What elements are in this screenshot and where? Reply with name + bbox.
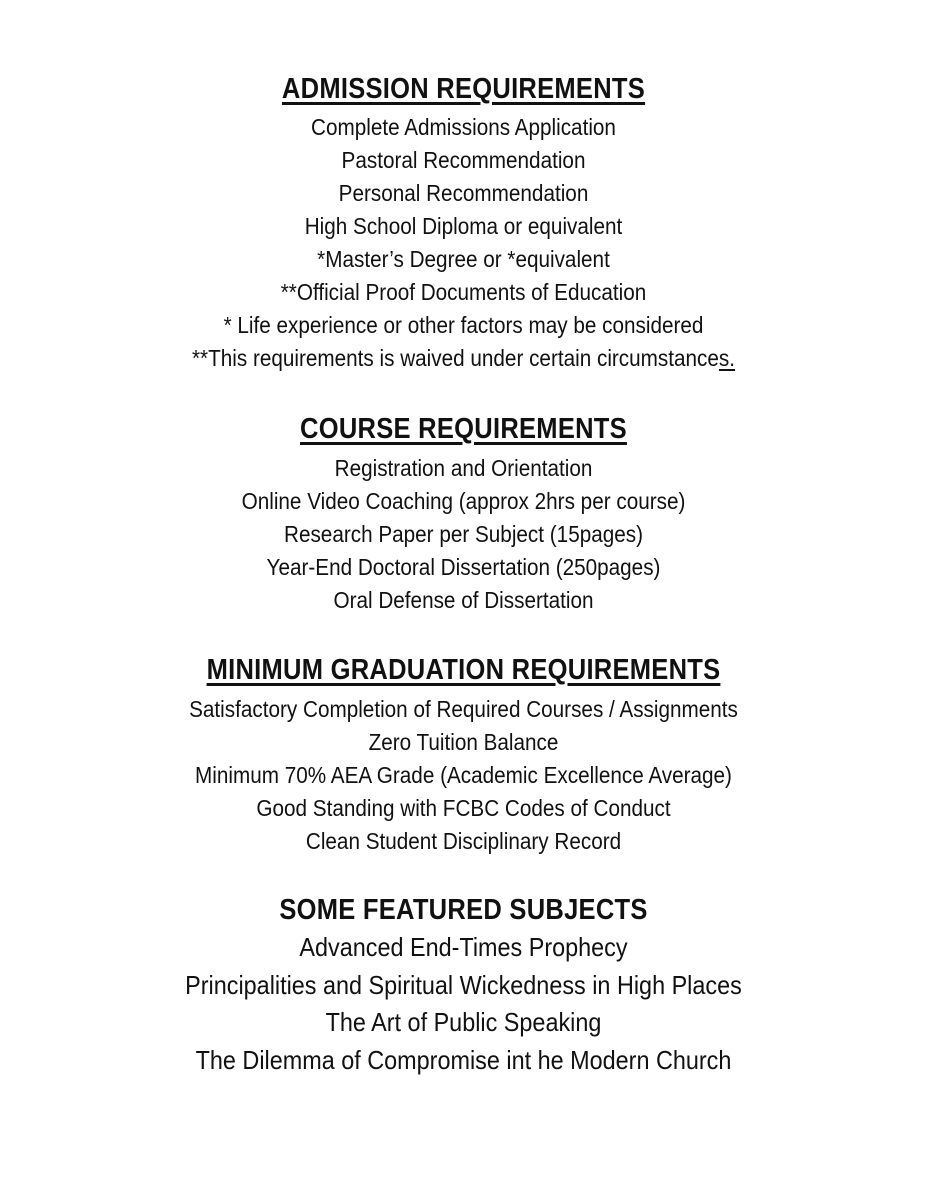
admission-requirements-heading: ADMISSION REQUIREMENTS	[281, 73, 646, 105]
list-item: Year-End Doctoral Dissertation (250pages)	[266, 554, 661, 580]
list-item: Complete Admissions Application	[311, 114, 616, 140]
list-item: Online Video Coaching (approx 2hrs per course)	[241, 488, 686, 514]
waiver-note-text: **This requirements is waived under certain circumstance	[191, 345, 719, 371]
admission-requirements-list	[0, 111, 927, 375]
list-item: Personal Recommendation	[338, 180, 589, 206]
graduation-requirements-section	[0, 653, 927, 858]
list-item: The Art of Public Speaking	[325, 1007, 602, 1037]
featured-subjects-list	[0, 929, 927, 1079]
list-item: High School Diploma or equivalent	[304, 213, 623, 239]
list-item: Pastoral Recommendation	[341, 147, 586, 173]
list-item: Minimum 70% AEA Grade (Academic Excellence Average)	[195, 762, 732, 788]
list-item: Registration and Orientation	[334, 455, 593, 481]
list-item: Oral Defense of Dissertation	[333, 587, 594, 613]
list-item: * Life experience or other factors may be considered	[223, 312, 704, 338]
featured-subjects-section	[0, 893, 927, 1079]
list-item: Satisfactory Completion of Required Courses / Assignments	[189, 696, 738, 722]
list-item: **Official Proof Documents of Education	[280, 279, 647, 305]
list-item: The Dilemma of Compromise int he Modern Church	[195, 1044, 732, 1075]
course-requirements-section	[0, 412, 927, 617]
featured-subjects-heading: SOME FEATURED SUBJECTS	[279, 894, 648, 926]
list-item: Research Paper per Subject (15pages)	[283, 521, 644, 547]
list-item: Clean Student Disciplinary Record	[305, 828, 622, 854]
admission-requirements-section	[0, 72, 927, 375]
course-requirements-heading: COURSE REQUIREMENTS	[300, 413, 627, 445]
list-item: Principalities and Spiritual Wickedness in High Places	[185, 969, 742, 1000]
graduation-requirements-list	[0, 693, 927, 858]
list-item: Zero Tuition Balance	[368, 729, 559, 755]
list-item: Advanced End-Times Prophecy	[299, 932, 628, 962]
waiver-note-underlined: s.	[718, 345, 736, 371]
course-requirements-list	[0, 452, 927, 617]
waiver-note	[46, 342, 880, 375]
list-item: Good Standing with FCBC Codes of Conduct	[256, 795, 671, 821]
graduation-requirements-heading: MINIMUM GRADUATION REQUIREMENTS	[206, 654, 721, 686]
list-item: *Master’s Degree or *equivalent	[317, 246, 610, 272]
